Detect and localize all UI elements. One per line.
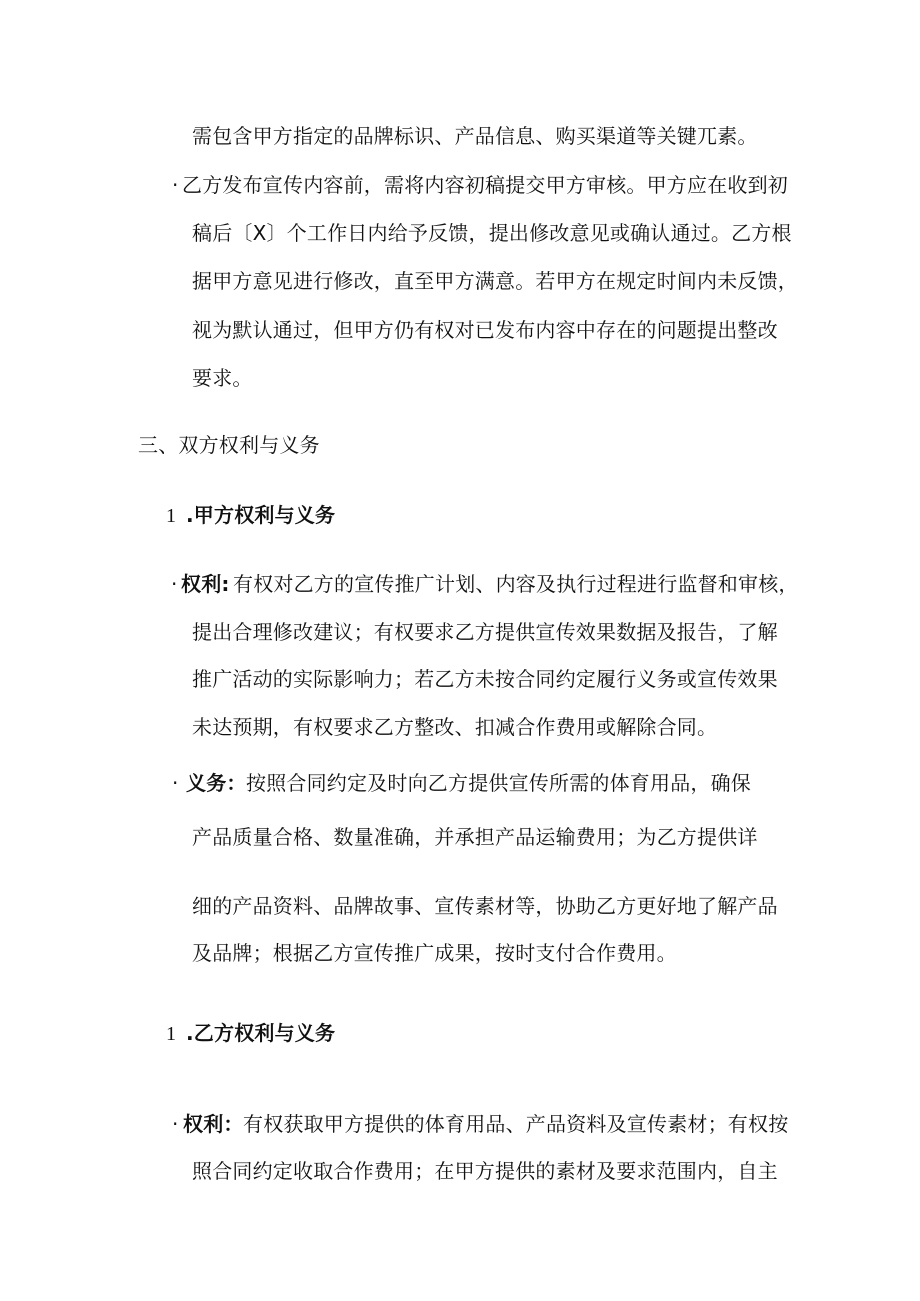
- bullet-icon: ·: [172, 173, 179, 197]
- paragraph-line: 照合同约定收取合作费用；在甲方提供的素材及要求范围内，自主: [192, 1159, 778, 1183]
- bullet-icon: ·: [172, 1112, 179, 1136]
- paragraph-line: 产品质量合格、数量准确，并承担产品运输费用；为乙方提供详: [192, 825, 758, 849]
- paragraph-line: 细的产品资料、品牌故事、宣传素材等，协助乙方更好地了解产品: [192, 894, 778, 918]
- paragraph-line: 及品牌；根据乙方宣传推广成果，按时支付合作费用。: [192, 941, 677, 965]
- paragraph-line: 稿后〔X〕个工作日内给予反馈，提出修改意见或确认通过。乙方根: [192, 221, 792, 245]
- duties-label: 义务：: [186, 771, 247, 795]
- bullet-icon: ·: [171, 572, 178, 596]
- bullet-icon: ·: [172, 771, 179, 795]
- paragraph-line: 按照合同约定及时向乙方提供宣传所需的体育用品，确保: [246, 771, 751, 795]
- section-heading: 三、双方权利与义务: [138, 433, 320, 457]
- item-number: 1: [166, 505, 176, 527]
- paragraph-line: 提出合理修改建议；有权要求乙方提供宣传效果数据及报告，了解: [192, 620, 778, 644]
- paragraph-line: 据甲方意见进行修改，直至甲方满意。若甲方在规定时间内未反馈，: [192, 269, 798, 293]
- paragraph-line: 要求。: [192, 366, 253, 390]
- paragraph-line: 视为默认通过，但甲方仍有权对已发布内容中存在的问题提出整改: [192, 318, 778, 342]
- rights-label: 权利：: [183, 1112, 244, 1136]
- rights-label: 权利:: [181, 572, 230, 596]
- item-number: 1: [166, 1023, 176, 1045]
- paragraph-line: 乙方发布宣传内容前，需将内容初稿提交甲方审核。甲方应在收到初: [182, 173, 788, 197]
- subsection-heading: .乙方权利与义务: [186, 1021, 336, 1045]
- paragraph-line: 未达预期，有权要求乙方整改、扣减合作费用或解除合同。: [192, 715, 718, 739]
- paragraph-line: 推广活动的实际影响力；若乙方未按合同约定履行义务或宣传效果: [192, 667, 778, 691]
- paragraph-line: 有权对乙方的宣传推广计划、内容及执行过程进行监督和审核，: [233, 572, 799, 596]
- paragraph-line: 需包含甲方指定的品牌标识、产品信息、购买渠道等关键兀素。: [192, 124, 758, 148]
- subsection-heading: .甲方权利与义务: [186, 503, 336, 527]
- paragraph-line: 有权获取甲方提供的体育用品、产品资料及宣传素材；有权按: [243, 1112, 789, 1136]
